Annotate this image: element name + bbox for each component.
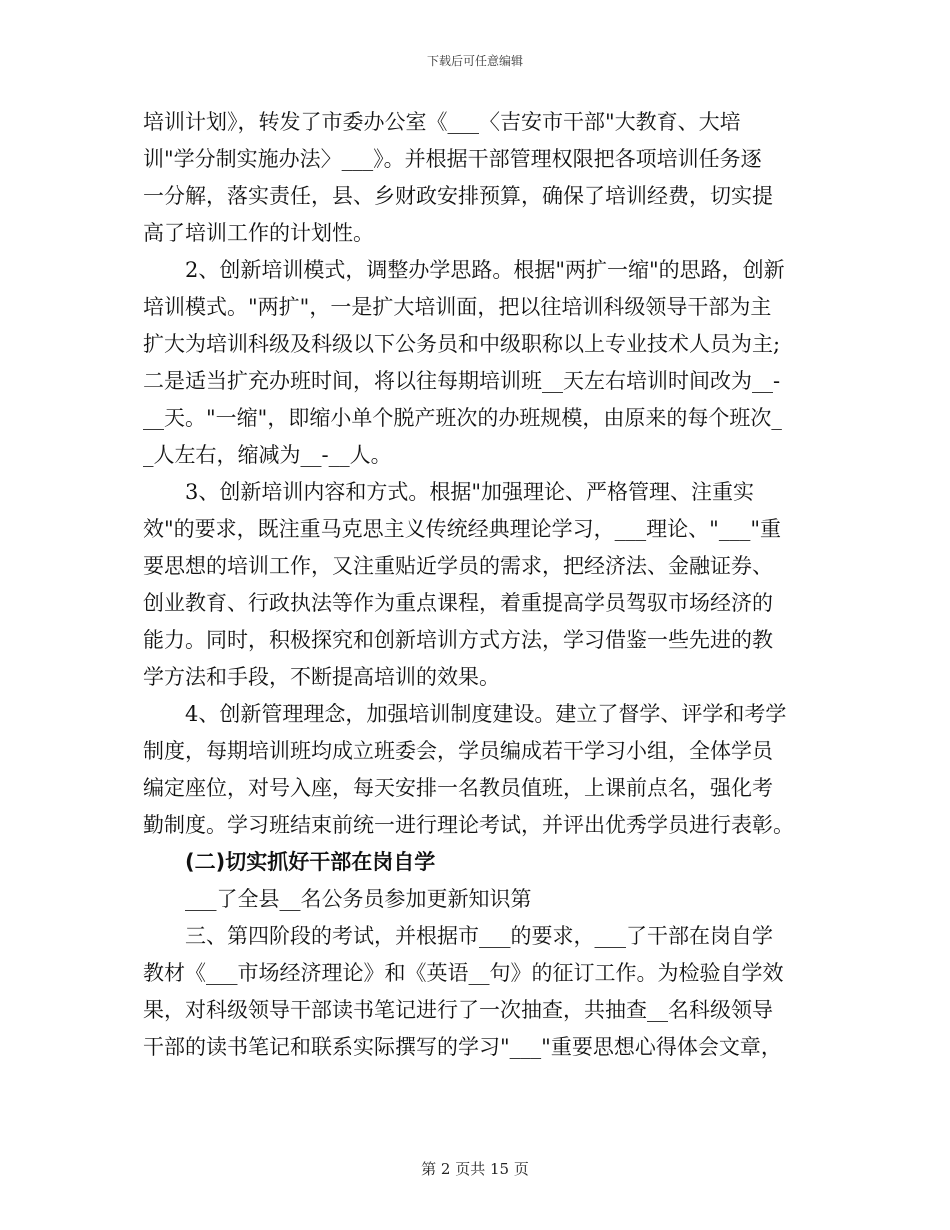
paragraph-line: 勤制度。学习班结束前统一进行理论考试，并评出优秀学员进行表彰。 [143,813,794,837]
paragraph-line: 训"学分制实施办法〉___》。并根据干部管理权限把各项培训任务逐 [143,147,762,171]
paragraph-line: 果，对科级领导干部读书笔记进行了一次抽查，共抽查__名科级领导 [143,998,773,1022]
paragraph-line: 培训计划》，转发了市委办公室《___〈吉安市干部"大教育、大培 [143,110,741,134]
paragraph-line: 培训模式。"两扩"，一是扩大培训面，把以往培训科级领导干部为主 [143,295,772,319]
paragraph-line: 高了培训工作的计划性。 [143,221,374,245]
document-body [143,104,803,1066]
paragraph-line: 干部的读书笔记和联系实际撰写的学习"___"重要思想心得体会文章， [143,1035,782,1059]
paragraph-line: 三、第四阶段的考试，并根据市___的要求，___了干部在岗自学 [185,924,773,948]
page-header: 下载后可任意编辑 [426,54,523,68]
paragraph-line: 2、创新培训模式，调整办学思路。根据"两扩一缩"的思路，创新 [185,258,785,282]
paragraph-line: 制度，每期培训班均成立班委会，学员编成若干学习小组，全体学员 [143,739,773,763]
paragraph-line: 要思想的培训工作，又注重贴近学员的需求，把经济法、金融证券、 [143,554,773,578]
paragraph-line: _人左右，缩减为__-__人。 [143,443,392,467]
paragraph-line: 学方法和手段，不断提高培训的效果。 [143,665,500,689]
section-heading: (二)切实抓好干部在岗自学 [185,850,436,874]
paragraph-line: 二是适当扩充办班时间，将以往每期培训班__天左右培训时间改为__- [143,369,781,393]
paragraph-line: 能力。同时，积极探究和创新培训方式方法，学习借鉴一些先进的教 [143,628,773,652]
paragraph-line: 教材《___市场经济理论》和《英语__句》的征订工作。为检验自学效 [143,961,784,985]
paragraph-line: 编定座位，对号入座，每天安排一名教员值班，上课前点名，强化考 [143,776,773,800]
paragraph-line: 扩大为培训科级及科级以下公务员和中级职称以上专业技术人员为主; [143,332,781,356]
paragraph-line: 4、创新管理理念，加强培训制度建设。建立了督学、评学和考学 [185,702,787,726]
paragraph-line: 效"的要求，既注重马克思主义传统经典理论学习，___理论、"___"重 [143,517,781,541]
paragraph-line: __天。"一缩"，即缩小单个脱产班次的办班规模，由原来的每个班次_ [143,406,782,430]
paragraph-line: 一分解，落实责任，县、乡财政安排预算，确保了培训经费，切实提 [143,184,773,208]
paragraph-line: ___了全县__名公务员参加更新知识第 [185,887,532,911]
page-footer: 第 2 页共 15 页 [421,1160,529,1178]
paragraph-line: 创业教育、行政执法等作为重点课程，着重提高学员驾驭市场经济的 [143,591,773,615]
paragraph-line: 3、创新培训内容和方式。根据"加强理论、严格管理、注重实 [185,480,755,504]
